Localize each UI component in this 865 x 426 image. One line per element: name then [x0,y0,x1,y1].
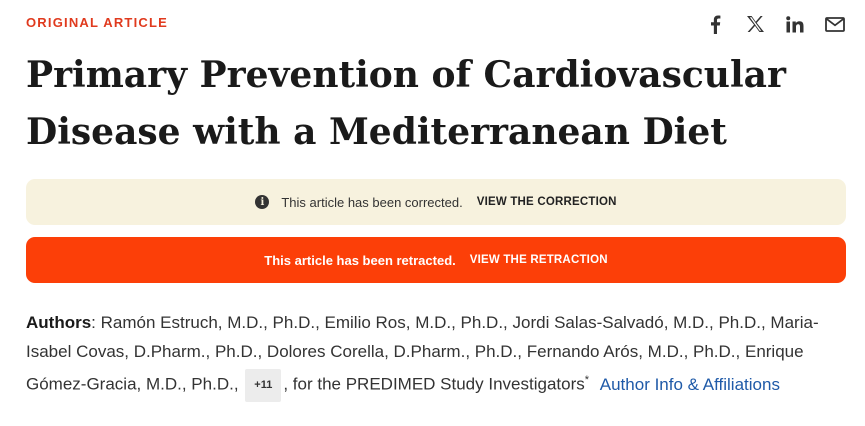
share-bar [704,12,846,36]
retraction-message: This article has been retracted. [264,252,456,268]
article-type-label: ORIGINAL ARTICLE [26,15,168,30]
x-icon[interactable] [744,12,766,36]
footnote-mark: * [584,374,590,386]
authors-label: Authors [26,313,92,332]
authors-block [26,308,846,402]
authors-separator: : [91,313,101,332]
author-info-affiliations-link[interactable]: Author Info & Affiliations [599,374,780,394]
info-icon: i [255,195,269,209]
view-correction-link[interactable]: VIEW THE CORRECTION [476,196,617,208]
article-title: Primary Prevention of Cardiovascular Disease with a Mediterranean Diet [26,54,786,153]
article-header [26,0,846,426]
correction-notice [26,179,846,225]
linkedin-icon[interactable] [784,12,806,36]
retraction-notice [26,237,846,283]
email-icon[interactable] [824,12,846,36]
authors-list: Ramón Estruch, M.D., Ph.D., Emilio Ros, M.D., Ph.D., Jordi Salas-Salvadó, M.D., Ph.D., Maria-Isabel Covas, D.Pharm., Ph.D., Dolores Corella, D.Pharm., Ph.D., Fernando Arós, M.D., Ph.D., Enrique Gómez-Gracia, M.D., Ph.D., [26,313,819,394]
facebook-icon[interactable] [704,12,726,36]
view-retraction-link[interactable]: VIEW THE RETRACTION [469,254,608,266]
more-authors-button[interactable]: +11 [245,369,281,402]
study-group: , for the PREDIMED Study Investigators [283,374,585,394]
correction-message: This article has been corrected. [281,194,463,210]
